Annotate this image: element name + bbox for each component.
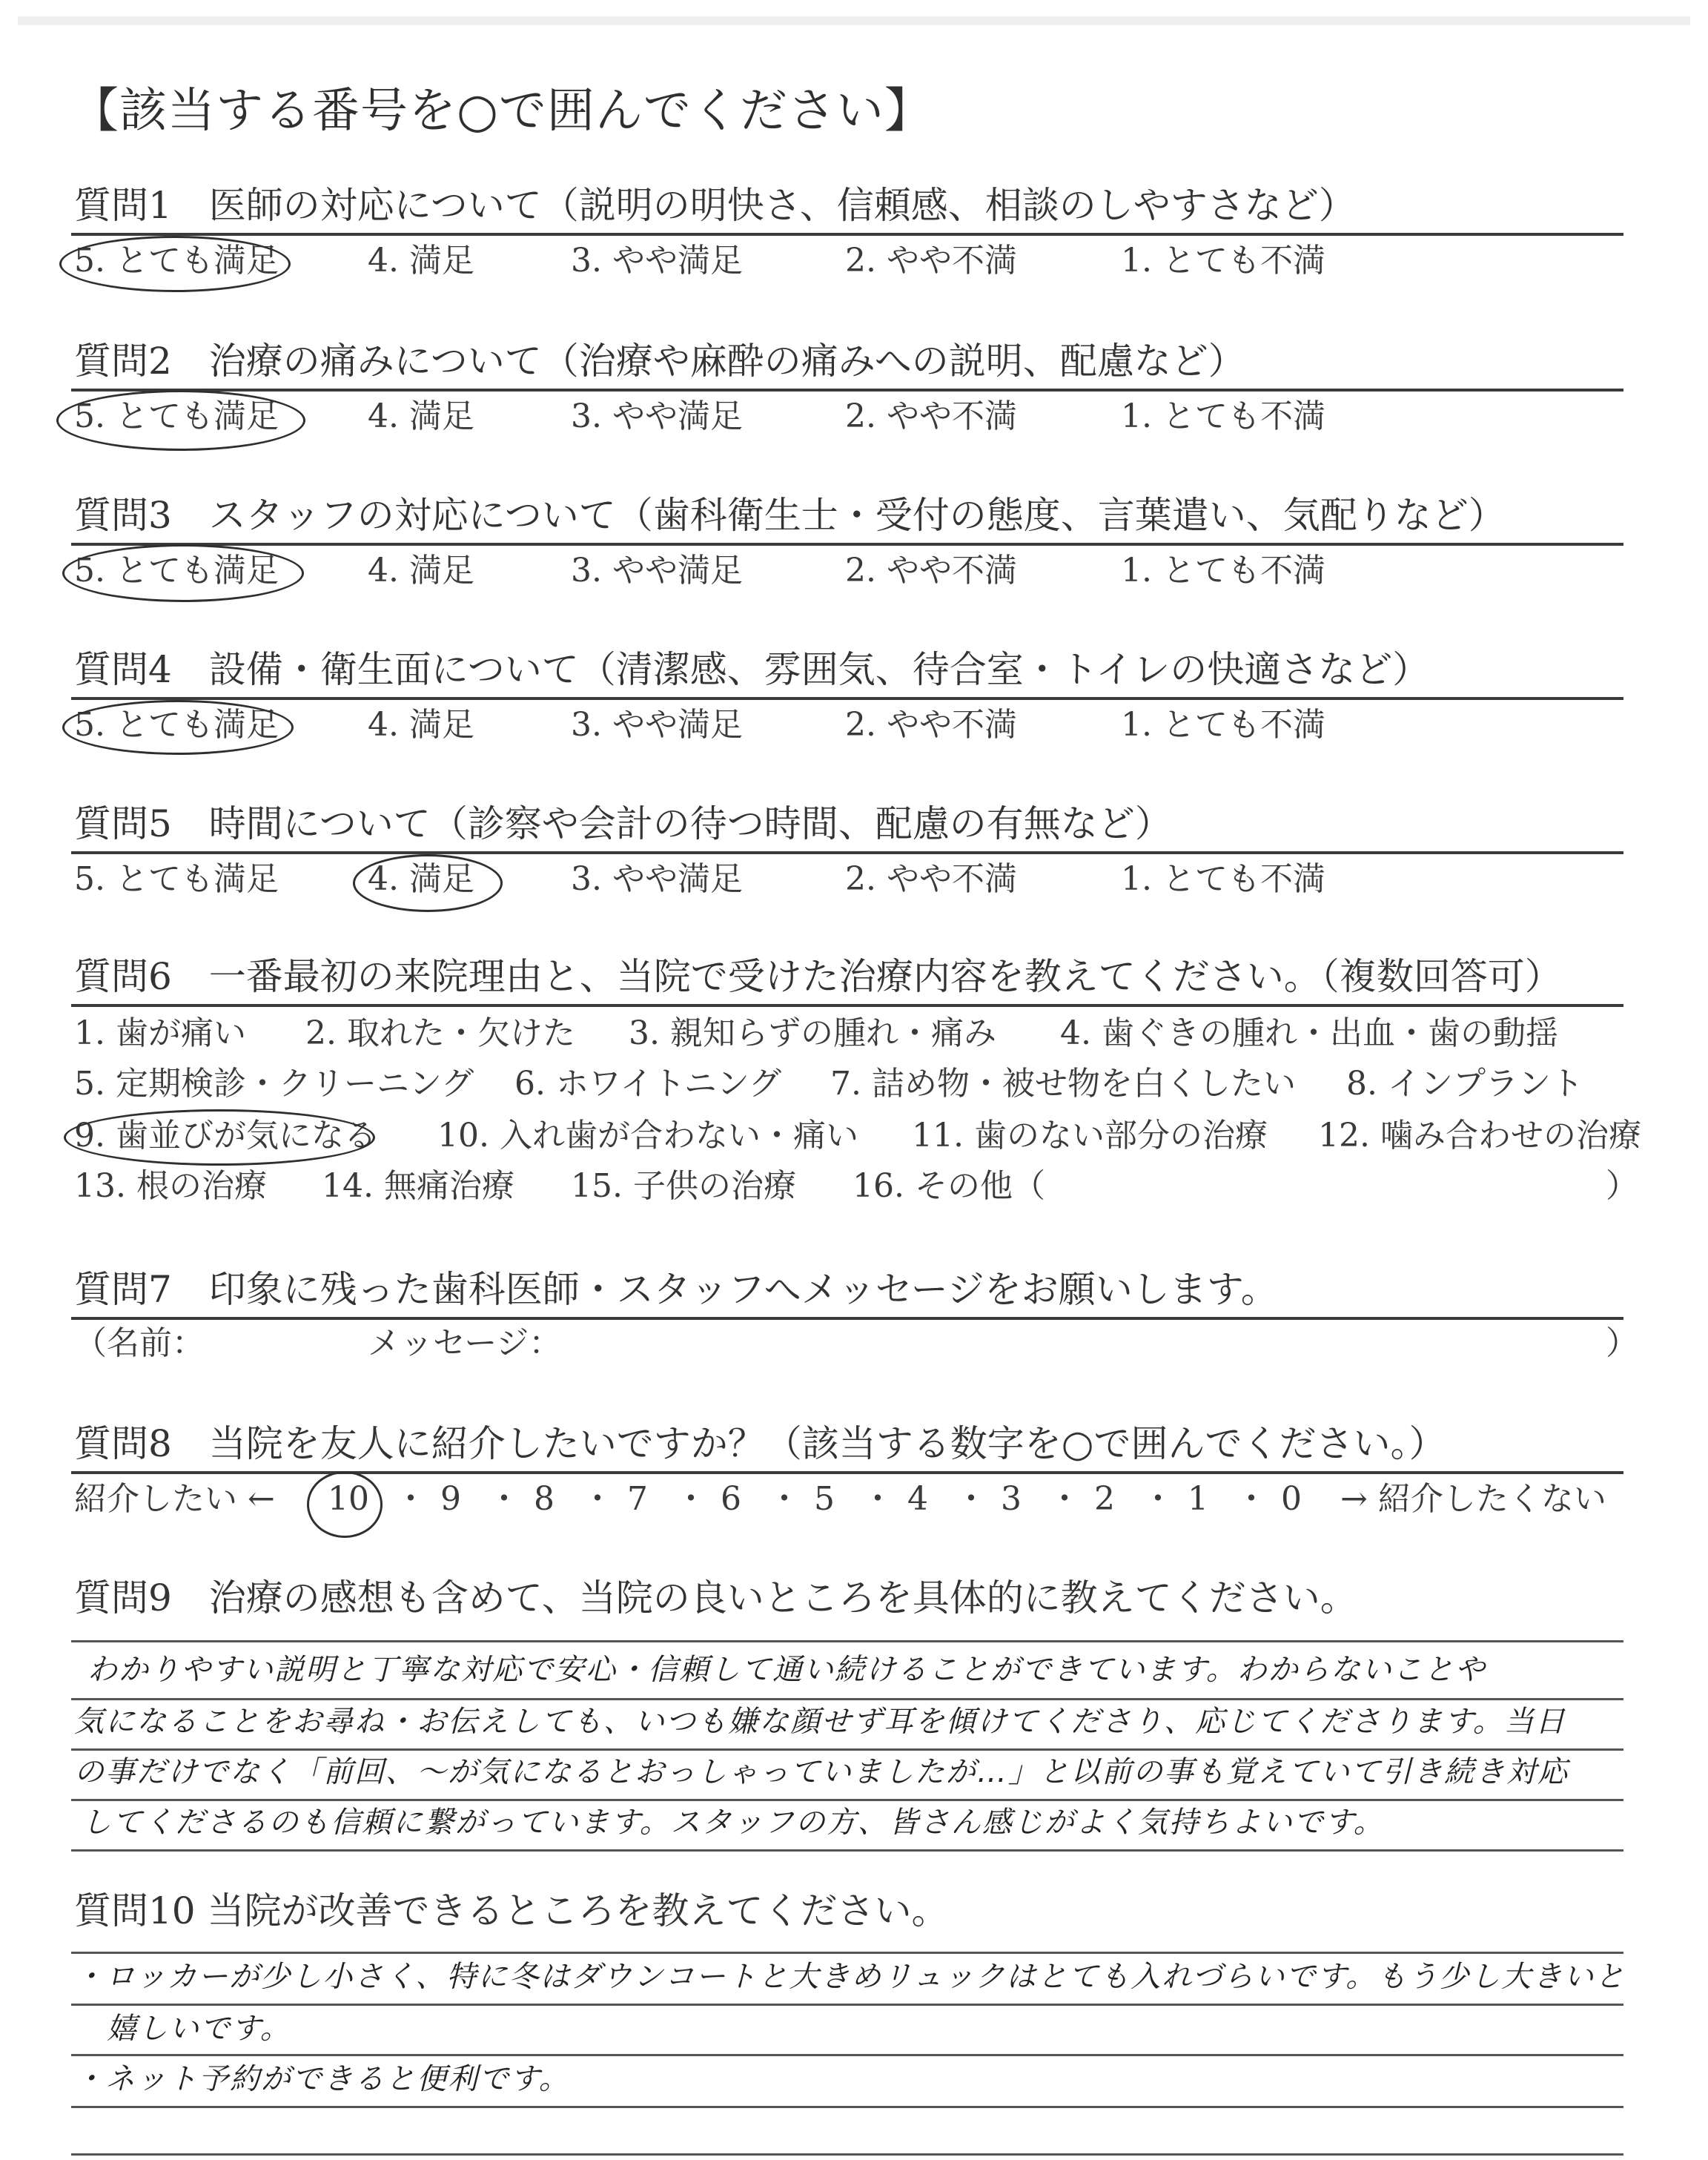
q6-item-1[interactable]: 1. 歯が痛い xyxy=(74,1014,246,1052)
question-4-rule xyxy=(71,697,1623,700)
q8-dot: ・ xyxy=(768,1480,801,1518)
q5-option-3[interactable]: 3. やや満足 xyxy=(571,860,743,898)
q5-option-5[interactable]: 5. とても満足 xyxy=(74,860,279,898)
q8-dot: ・ xyxy=(581,1480,614,1518)
q6-item-15[interactable]: 15. 子供の治療 xyxy=(571,1167,796,1205)
q6-item-12[interactable]: 12. 噛み合わせの治療 xyxy=(1318,1117,1641,1155)
q4-selection-circle xyxy=(62,700,294,755)
question-7-rule xyxy=(71,1317,1623,1320)
question-5-rule xyxy=(71,851,1623,854)
q6-item-6[interactable]: 6. ホワイトニング xyxy=(514,1065,782,1103)
q2-option-5[interactable]: 5. とても満足 xyxy=(74,397,279,435)
q3-option-3[interactable]: 3. やや満足 xyxy=(571,552,743,589)
q10-answer-rule xyxy=(71,2054,1623,2056)
question-2: 質問2 治療の痛みについて（治療や麻酔の痛みへの説明、配慮など） xyxy=(74,340,1245,383)
q2-option-1[interactable]: 1. とても不満 xyxy=(1121,397,1325,435)
q6-item-9[interactable]: 9. 歯並びが気になる xyxy=(74,1117,377,1155)
q1-option-3[interactable]: 3. やや満足 xyxy=(571,242,743,280)
question-6-rule xyxy=(71,1004,1623,1007)
q8-dot: ・ xyxy=(394,1480,427,1518)
q8-score-1[interactable]: 1 xyxy=(1188,1480,1208,1518)
q7-message-label: メッセージ： xyxy=(368,1324,562,1362)
q4-option-3[interactable]: 3. やや満足 xyxy=(571,706,743,744)
q8-dot: ・ xyxy=(675,1480,707,1518)
q5-option-2[interactable]: 2. やや不満 xyxy=(845,860,1017,898)
q10-answer-rule xyxy=(71,2106,1623,2108)
q2-option-2[interactable]: 2. やや不満 xyxy=(845,397,1017,435)
q8-score-9[interactable]: 9 xyxy=(440,1480,461,1518)
q10-answer-line-3: ・ネット予約ができると便利です。 xyxy=(74,2062,570,2096)
q8-selection-circle xyxy=(307,1471,383,1538)
q8-dot: ・ xyxy=(1235,1480,1268,1518)
q8-dot: ・ xyxy=(955,1480,987,1518)
question-5: 質問5 時間について（診察や会計の待つ時間、配慮の有無など） xyxy=(74,802,1172,845)
q4-option-5[interactable]: 5. とても満足 xyxy=(74,706,279,744)
q3-option-1[interactable]: 1. とても不満 xyxy=(1121,552,1325,589)
page-title: 【該当する番号を○で囲んでください】 xyxy=(71,84,933,139)
q4-option-2[interactable]: 2. やや不満 xyxy=(845,706,1017,744)
q10-answer-rule xyxy=(71,1952,1623,1954)
question-1: 質問1 医師の対応について（説明の明快さ、信頼感、相談のしやすさなど） xyxy=(74,184,1356,227)
q9-answer-line-2: 気になることをお尋ね・お伝えしても、いつも嫌な顔せず耳を傾けてくださり、応じてくださります。当日 xyxy=(74,1705,1566,1739)
scan-top-edge xyxy=(0,0,1708,28)
q1-option-1[interactable]: 1. とても不満 xyxy=(1121,242,1325,280)
question-9: 質問9 治療の感想も含めて、当院の良いところを具体的に教えてください。 xyxy=(74,1576,1357,1619)
q8-dot: ・ xyxy=(861,1480,894,1518)
q6-item-4[interactable]: 4. 歯ぐきの腫れ・出血・歯の動揺 xyxy=(1060,1014,1558,1052)
q8-score-2[interactable]: 2 xyxy=(1094,1480,1115,1518)
q6-item-10[interactable]: 10. 入れ歯が合わない・痛い xyxy=(437,1117,858,1155)
q6-item-16[interactable]: 16. その他（ xyxy=(853,1167,1045,1205)
q8-dot: ・ xyxy=(1142,1480,1174,1518)
q6-item-11[interactable]: 11. 歯のない部分の治療 xyxy=(912,1117,1268,1155)
q8-score-6[interactable]: 6 xyxy=(721,1480,741,1518)
q10-answer-line-2: 嬉しいです。 xyxy=(107,2012,291,2046)
q3-option-5[interactable]: 5. とても満足 xyxy=(74,552,279,589)
q9-answer-line-1: わかりやすい説明と丁寧な対応で安心・信頼して通い続けることができています。わからないことや xyxy=(87,1653,1486,1687)
q7-close-paren: ） xyxy=(1606,1324,1638,1362)
q4-option-1[interactable]: 1. とても不満 xyxy=(1121,706,1325,744)
question-6: 質問6 一番最初の来院理由と、当院で受けた治療内容を教えてください。（複数回答可） xyxy=(74,955,1562,998)
question-3-rule xyxy=(71,543,1623,546)
q3-option-2[interactable]: 2. やや不満 xyxy=(845,552,1017,589)
q1-option-4[interactable]: 4. 満足 xyxy=(368,242,474,280)
question-7: 質問7 印象に残った歯科医師・スタッフへメッセージをお願いします。 xyxy=(74,1268,1278,1311)
q5-selection-circle xyxy=(353,854,503,912)
q10-answer-rule xyxy=(71,2153,1623,2156)
q8-score-8[interactable]: 8 xyxy=(534,1480,555,1518)
q6-item-3[interactable]: 3. 親知らずの腫れ・痛み xyxy=(629,1014,996,1052)
q6-item-7[interactable]: 7. 詰め物・被せ物を白くしたい xyxy=(830,1065,1296,1103)
q8-dot: ・ xyxy=(488,1480,520,1518)
q6-item-13[interactable]: 13. 根の治療 xyxy=(74,1167,267,1205)
q9-answer-rule xyxy=(71,1640,1623,1642)
q8-score-5[interactable]: 5 xyxy=(814,1480,835,1518)
q6-selection-circle xyxy=(64,1109,375,1166)
q7-name-label: （名前： xyxy=(74,1324,205,1362)
q2-selection-circle xyxy=(56,390,305,451)
question-8-rule xyxy=(71,1471,1623,1474)
q9-answer-rule xyxy=(71,1698,1623,1700)
q3-option-4[interactable]: 4. 満足 xyxy=(368,552,474,589)
q5-option-4[interactable]: 4. 満足 xyxy=(368,860,474,898)
q10-answer-rule xyxy=(71,2004,1623,2006)
q8-score-0[interactable]: 0 xyxy=(1281,1480,1302,1518)
q9-answer-rule xyxy=(71,1849,1623,1852)
q6-item-8[interactable]: 8. インプラント xyxy=(1346,1065,1583,1103)
q8-score-4[interactable]: 4 xyxy=(907,1480,928,1518)
question-4: 質問4 設備・衛生面について（清潔感、雰囲気、待合室・トイレの快適さなど） xyxy=(74,648,1430,691)
q9-answer-line-3: の事だけでなく「前回、〜が気になるとおっしゃっていましたが…」と以前の事も覚えていて引き続き対応 xyxy=(74,1755,1569,1789)
q6-item-5[interactable]: 5. 定期検診・クリーニング xyxy=(74,1065,474,1103)
q1-option-5[interactable]: 5. とても満足 xyxy=(74,242,279,280)
q1-selection-circle xyxy=(59,236,291,292)
question-10: 質問10 当院が改善できるところを教えてください。 xyxy=(74,1889,949,1932)
q6-item-2[interactable]: 2. 取れた・欠けた xyxy=(305,1014,575,1052)
q8-left-label: 紹介したい ← xyxy=(74,1480,275,1518)
q2-option-3[interactable]: 3. やや満足 xyxy=(571,397,743,435)
q4-option-4[interactable]: 4. 満足 xyxy=(368,706,474,744)
question-3: 質問3 スタッフの対応について（歯科衛生士・受付の態度、言葉遣い、気配りなど） xyxy=(74,494,1506,537)
q8-score-7[interactable]: 7 xyxy=(627,1480,648,1518)
q8-dot: ・ xyxy=(1048,1480,1081,1518)
q8-right-label: → 紹介したくない xyxy=(1340,1480,1606,1518)
q9-answer-rule xyxy=(71,1748,1623,1751)
q8-score-10[interactable]: 10 xyxy=(328,1480,369,1518)
q3-selection-circle xyxy=(62,544,304,602)
q10-answer-line-1: ・ロッカーが少し小さく、特に冬はダウンコートと大きめリュックはとても入れづらいです。もう少し大きいと xyxy=(74,1960,1626,1994)
q6-item-14[interactable]: 14. 無痛治療 xyxy=(322,1167,514,1205)
question-1-rule xyxy=(71,233,1623,236)
q5-option-1[interactable]: 1. とても不満 xyxy=(1121,860,1325,898)
q8-score-3[interactable]: 3 xyxy=(1001,1480,1022,1518)
q6-close-paren: ） xyxy=(1606,1167,1638,1205)
q2-option-4[interactable]: 4. 満足 xyxy=(368,397,474,435)
q1-option-2[interactable]: 2. やや不満 xyxy=(845,242,1017,280)
question-2-rule xyxy=(71,389,1623,392)
question-8: 質問8 当院を友人に紹介したいですか？（該当する数字を○で囲んでください。） xyxy=(74,1422,1446,1465)
q9-answer-line-4: してくださるのも信頼に繋がっています。スタッフの方、皆さん感じがよく気持ちよいです。 xyxy=(82,1806,1385,1840)
q9-answer-rule xyxy=(71,1799,1623,1801)
